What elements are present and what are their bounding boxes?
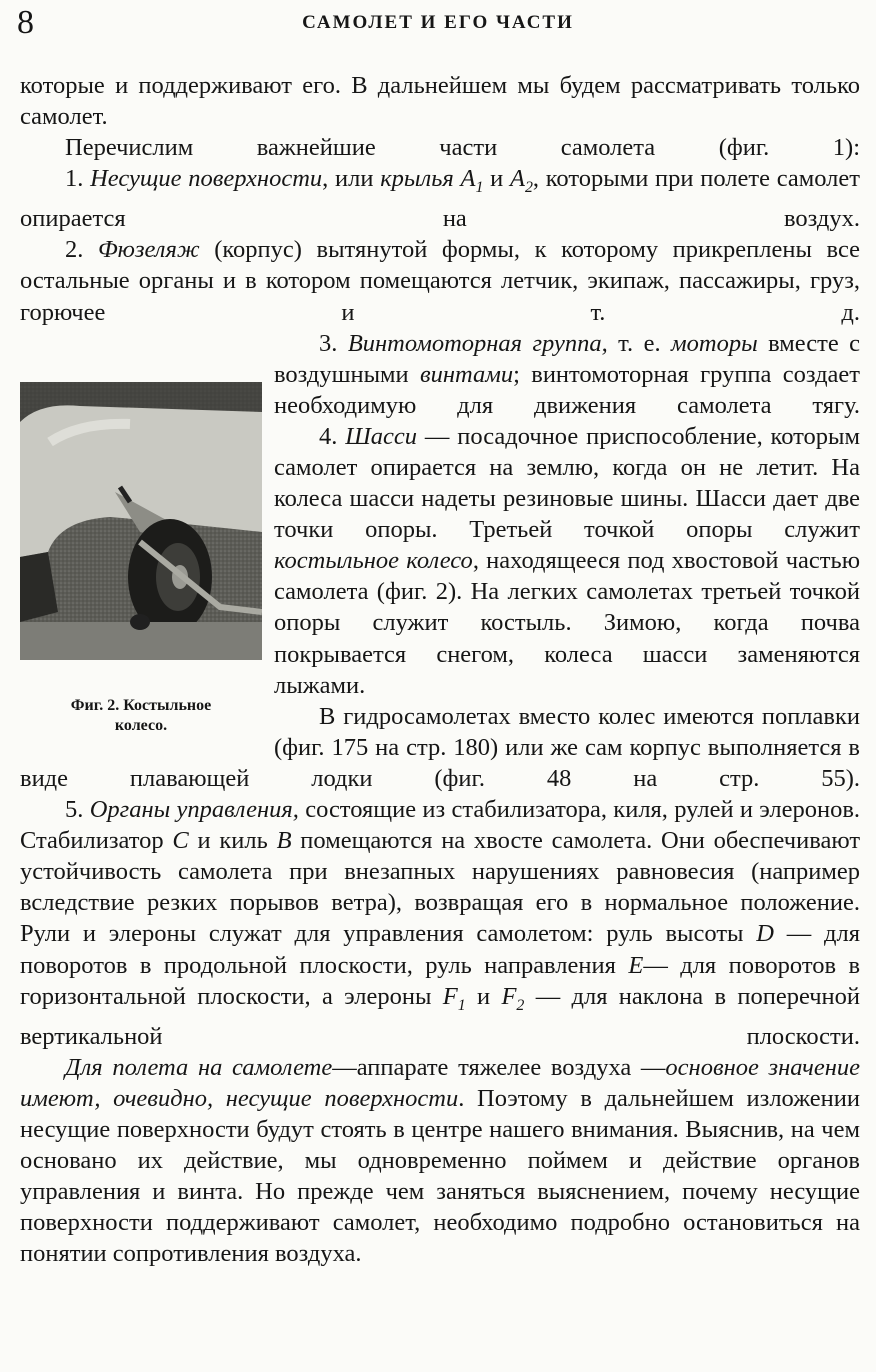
paragraph-text: и [490, 165, 504, 193]
term: Органы управления, [89, 796, 299, 824]
symbol-a2 [509, 165, 533, 197]
term: костыльное колесо [274, 547, 473, 575]
symbol-letter: A [509, 165, 525, 193]
symbol-letter: A [460, 165, 476, 193]
symbol-c: C [172, 827, 189, 855]
paragraph-text: помещаются на хвосте самолета. Они обеспечивают устойчивость самолета при внезапных нарушениях равновесия (например вследствие резких порывов ветра), возвращая его в нормальное положение. Рули и элероны служат для управления самолетом: руль высоты [20, 827, 861, 948]
caption-line: колесо. [114, 716, 168, 734]
paragraph-item-5 [20, 794, 860, 1052]
symbol-letter: F [501, 982, 517, 1010]
paragraph [20, 70, 860, 132]
figure-tail-wheel [20, 328, 262, 736]
symbol-subscript: 2 [516, 996, 525, 1014]
paragraph-text: — посадочное приспособление, которым самолет опирается на землю, когда он не летит. На колеса шасси надеты резиновые шины. Шасси дает две точки опоры. Третьей точкой опоры служит [274, 422, 860, 544]
symbol-subscript: 1 [475, 179, 484, 197]
term: Несущие поверхности [90, 165, 323, 193]
paragraph-text: которые и поддерживают его. В дальнейшем мы будем рассматривать только самолет. [20, 72, 860, 131]
paragraph-text: — для поворотов в горизонтальной плоскости, а элероны [20, 951, 861, 1010]
paragraph-text: и киль [197, 827, 268, 855]
paragraph-item-1 [20, 163, 860, 234]
item-number: 5. [65, 796, 84, 824]
item-number: 2. [65, 236, 84, 264]
paragraph-text: , или [322, 165, 374, 193]
paragraph-text: Перечислим важнейшие части самолета (фиг. 1): [65, 134, 860, 162]
symbol-b: B [276, 827, 292, 855]
symbol-a1 [460, 165, 484, 197]
item-number: 3. [319, 329, 338, 357]
term: крылья [380, 165, 454, 193]
tail-wheel-photo [20, 382, 262, 660]
paragraph-item-2 [20, 234, 860, 327]
item-number: 1. [65, 165, 84, 193]
paragraph-text: , которыми при полете самолет опирается на воздух. [20, 165, 860, 233]
paragraph-text: вместе с воздушными [274, 329, 861, 388]
paragraph-text: и [476, 982, 491, 1010]
paragraph-text: — для поворотов в продольной плоскости, руль направления [20, 920, 860, 979]
paragraph-text: , находящееся под хвостовой частью самолета (фиг. 2). На легких самолетах третьей точкой опоры служит костыль. Зимою, когда почва покрывается снегом, колеса шасси заменяются лыжами. [274, 547, 860, 699]
paragraph-text: —аппарате тяжелее воздуха — [332, 1053, 666, 1081]
paragraph-text: т. е. [618, 329, 661, 357]
item-number: 4. [319, 422, 338, 450]
term: моторы [671, 329, 758, 357]
page-number: 8 [17, 4, 34, 41]
paragraph-text: . Поэтому в дальнейшем изложении несущие поверхности будут стоять в центре нашего внимания. Выяснив, на чем основано их действие, мы одновременно поймем и действие органов управления и винта. Но прежде чем заняться выяснением, почему несущие поверхности поддерживают самолет, необходимо подробно остановиться на понятии сопротивления воздуха. [20, 1084, 861, 1268]
symbol-subscript: 1 [457, 996, 466, 1014]
paragraph-text: В гидросамолетах вместо колес имеются поплавки (фиг. 175 на стр. 180) или же сам корпус выполняется в виде плавающей лодки (фиг. 48 на стр. 55). [20, 702, 860, 792]
symbol-f2 [501, 982, 525, 1014]
emphasis: Для полета на самолете [65, 1053, 333, 1081]
figure-caption [20, 696, 262, 736]
paragraph-text: — для наклона в поперечной вертикальной плоскости. [20, 982, 861, 1050]
body-text [20, 70, 860, 1269]
term: Винтомоторная группа, [347, 329, 608, 357]
symbol-letter: F [442, 982, 458, 1010]
term: Фюзеляж [97, 236, 200, 264]
term: винтами [419, 360, 514, 388]
running-title: САМОЛЕТ И ЕГО ЧАСТИ [302, 12, 574, 33]
paragraph-text: (корпус) вытянутой формы, к которому прикреплены все остальные органы и в котором помещаются летчик, экипаж, пассажиры, груз, горючее и т. д. [20, 236, 861, 326]
symbol-f1 [442, 982, 466, 1014]
symbol-subscript: 2 [524, 179, 533, 197]
emphasis: основное значение имеют, очевидно, несущие поверхности [20, 1053, 861, 1112]
paragraph [20, 132, 860, 163]
symbol-d: D [756, 920, 774, 948]
paragraph-text: состоящие из стабилизатора, киля, рулей и элеронов. Стабилизатор [20, 796, 861, 855]
caption-line: Фиг. 2. Костыльное [70, 696, 212, 714]
symbol-e: E [628, 951, 644, 979]
paragraph-text: ; винтомоторная группа создает необходимую для движения самолета тягу. [274, 360, 861, 419]
paragraph-conclusion [20, 1052, 860, 1270]
term: Шасси [345, 422, 418, 450]
